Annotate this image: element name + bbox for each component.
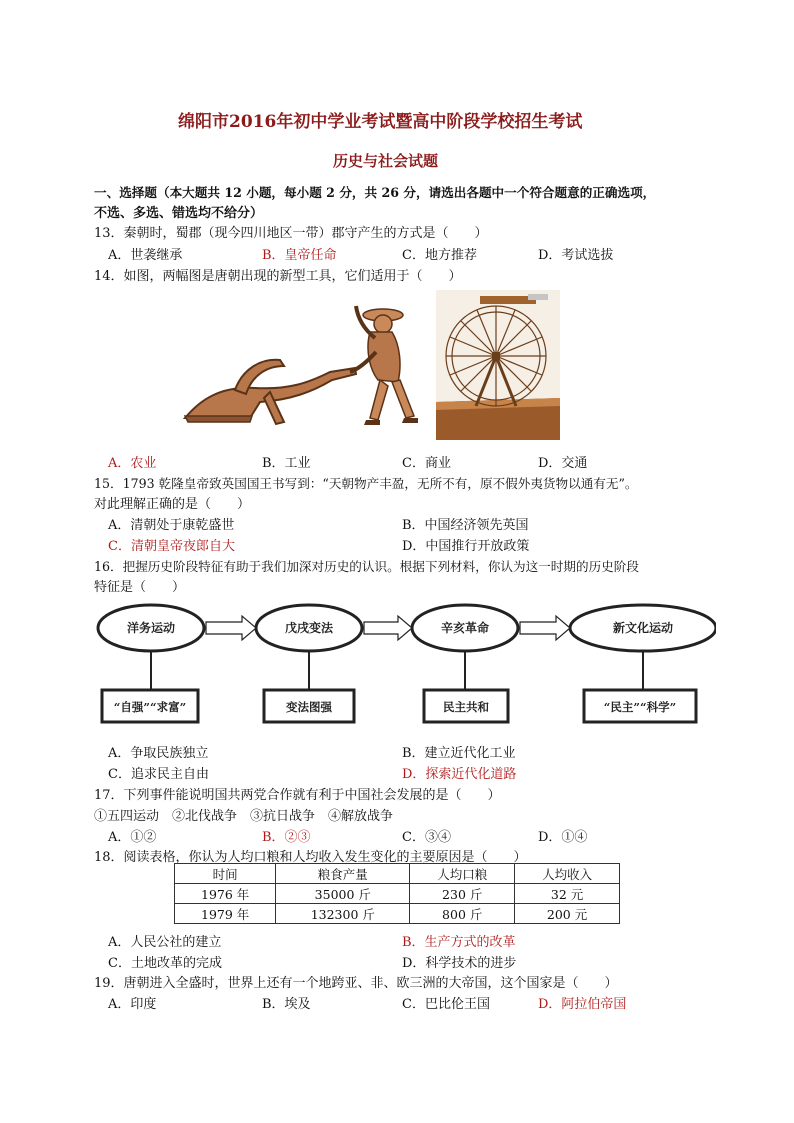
q17-option-b[interactable]: B．②③ — [262, 830, 311, 845]
q19-option-b[interactable]: B．埃及 — [262, 997, 311, 1012]
q17-option-c[interactable]: C．③④ — [402, 830, 451, 845]
flow-label-2: 戊戌变法 — [284, 621, 334, 635]
q15-stem-cont: 对此理解正确的是（ ） — [94, 497, 251, 512]
q17-stem: 17．下列事件能说明国共两党合作就有利于中国社会发展的是（ ） — [94, 788, 501, 803]
table-cell: 132300 斤 — [276, 904, 410, 924]
plow-illustration — [180, 290, 420, 435]
q15-stem: 15．1793 乾隆皇帝致英国国王书写到：“天朝物产丰盈，无所不有，原不假外夷货物以通有无”。 — [94, 476, 638, 491]
q17-option-d[interactable]: D．①④ — [538, 830, 588, 845]
flow-box-label-1: “自强”“求富” — [113, 700, 187, 714]
table-header: 人均收入 — [515, 864, 620, 884]
q13-stem: 13．秦朝时，蜀郡（现今四川地区一带）郡守产生的方式是（ ） — [94, 226, 488, 241]
q16-option-d[interactable]: D．探索近代化道路 — [402, 767, 517, 782]
page-title: 绵阳市2016年初中学业考试暨高中阶段学校招生考试 — [178, 112, 583, 132]
flow-arrow-1 — [206, 616, 256, 640]
table-cell: 200 元 — [515, 904, 620, 924]
table-cell: 1976 年 — [175, 884, 276, 904]
q18-option-a[interactable]: A．人民公社的建立 — [108, 935, 222, 950]
q17-option-a[interactable]: A．①② — [108, 830, 157, 845]
flow-arrow-3 — [520, 616, 570, 640]
q18-option-d[interactable]: D．科学技术的进步 — [402, 956, 517, 971]
q13-option-b[interactable]: B．皇帝任命 — [262, 248, 337, 263]
table-header: 人均口粮 — [410, 864, 515, 884]
flow-box-label-4: “民主”“科学” — [603, 700, 677, 714]
q18-option-b[interactable]: B．生产方式的改革 — [402, 935, 516, 950]
q13-option-d[interactable]: D．考试选拔 — [538, 248, 614, 263]
table-header: 粮食产量 — [276, 864, 410, 884]
q14-option-d[interactable]: D．交通 — [538, 456, 588, 471]
table-cell: 35000 斤 — [276, 884, 410, 904]
q15-option-a[interactable]: A．清朝处于康乾盛世 — [108, 518, 235, 533]
q14-option-a[interactable]: A．农业 — [108, 456, 157, 471]
table-cell: 800 斤 — [410, 904, 515, 924]
q19-option-d[interactable]: D．阿拉伯帝国 — [538, 997, 627, 1012]
flow-box-label-3: 民主共和 — [443, 700, 489, 714]
table-header-row — [175, 864, 620, 884]
table-cell: 32 元 — [515, 884, 620, 904]
water-wheel-illustration — [436, 290, 560, 440]
flow-label-1: 洋务运动 — [126, 621, 176, 635]
q16-option-a[interactable]: A．争取民族独立 — [108, 746, 209, 761]
q13-option-c[interactable]: C．地方推荐 — [402, 248, 477, 263]
flow-box-label-2: 变法图强 — [286, 700, 332, 714]
q19-stem: 19．唐朝进入全盛时，世界上还有一个地跨亚、非、欧三洲的大帝国，这个国家是（ ） — [94, 976, 618, 991]
section-heading: 一、选择题（本大题共 12 小题，每小题 2 分，共 26 分，请选出各题中一个符合题意的正确选项， — [94, 185, 656, 200]
q15-option-d[interactable]: D．中国推行开放政策 — [402, 539, 530, 554]
q14-option-c[interactable]: C．商业 — [402, 456, 451, 471]
q14-option-b[interactable]: B．工业 — [262, 456, 311, 471]
section-heading-cont: 不选、多选、错选均不给分） — [94, 206, 264, 221]
flow-arrow-2 — [364, 616, 412, 640]
table-row — [175, 884, 620, 904]
q15-option-b[interactable]: B．中国经济领先英国 — [402, 518, 529, 533]
q13-option-a[interactable]: A．世袭继承 — [108, 248, 183, 263]
page-subtitle: 历史与社会试题 — [333, 152, 439, 170]
q18-stem: 18．阅读表格，你认为人均口粮和人均收入发生变化的主要原因是（ ） — [94, 850, 527, 865]
table-header: 时间 — [175, 864, 276, 884]
q18-option-c[interactable]: C．土地改革的完成 — [108, 956, 222, 971]
table-cell: 1979 年 — [175, 904, 276, 924]
table-cell: 230 斤 — [410, 884, 515, 904]
q19-option-c[interactable]: C．巴比伦王国 — [402, 997, 490, 1012]
flow-label-4: 新文化运动 — [612, 621, 674, 635]
q16-stem: 16．把握历史阶段特征有助于我们加深对历史的认识。根据下列材料，你认为这一时期的历史阶段 — [94, 559, 639, 574]
q14-stem: 14．如图，两幅图是唐朝出现的新型工具，它们适用于（ ） — [94, 269, 462, 284]
q16-flow-diagram — [96, 600, 716, 730]
q17-events: ①五四运动 ②北伐战争 ③抗日战争 ④解放战争 — [94, 809, 394, 824]
table-row — [175, 904, 620, 924]
flow-label-3: 辛亥革命 — [440, 621, 490, 635]
q18-data-table — [174, 863, 620, 924]
q19-option-a[interactable]: A．印度 — [108, 997, 157, 1012]
q16-option-c[interactable]: C．追求民主自由 — [108, 767, 209, 782]
q15-option-c[interactable]: C．清朝皇帝夜郎自大 — [108, 539, 235, 554]
q16-option-b[interactable]: B．建立近代化工业 — [402, 746, 516, 761]
q16-stem-cont: 特征是（ ） — [94, 580, 186, 595]
